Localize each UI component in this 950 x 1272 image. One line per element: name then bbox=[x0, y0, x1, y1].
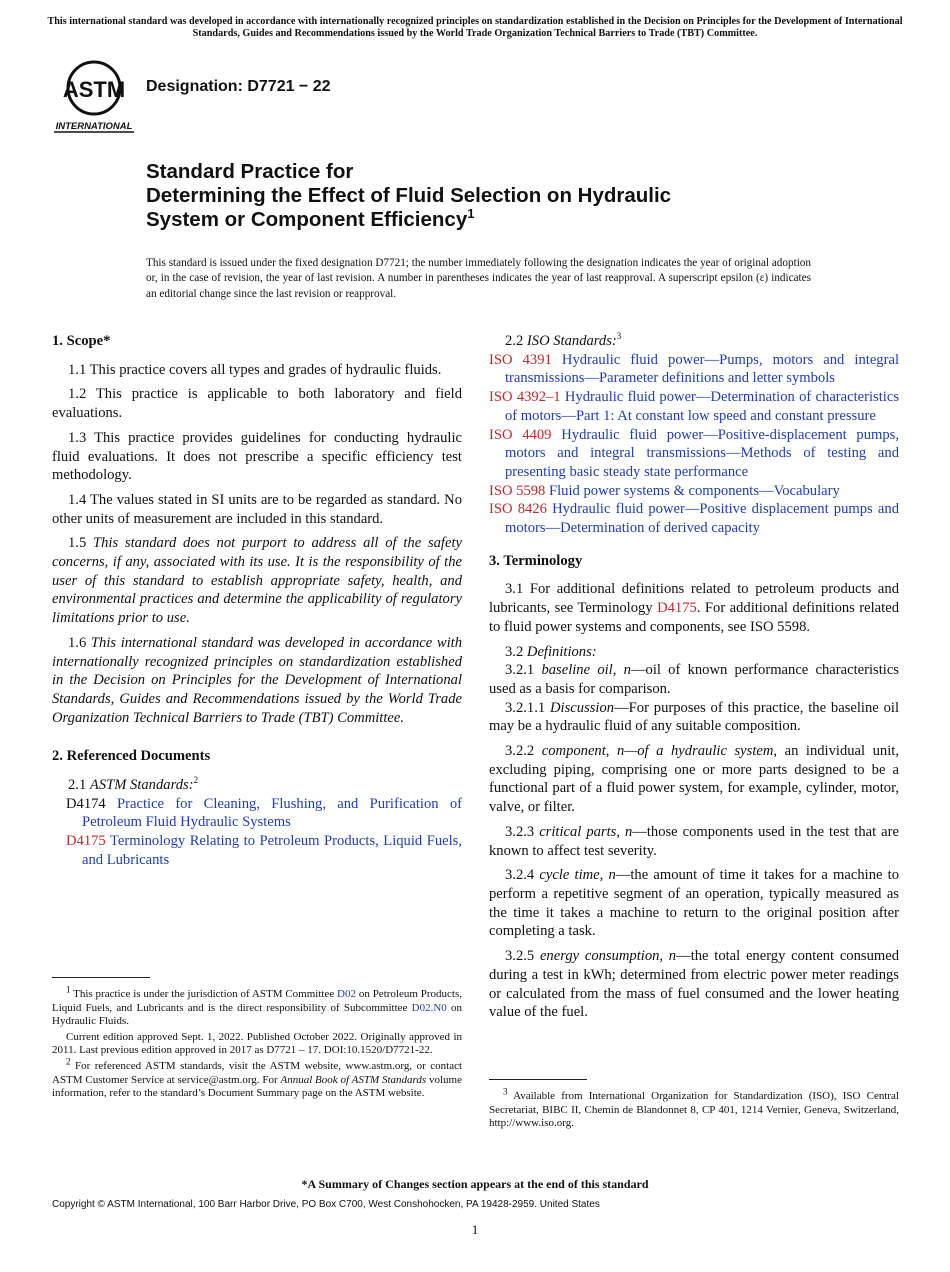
para-1-3: 1.3 This practice provides guidelines for conducting hydraulic fluid evaluations. It does not prescribe a specific efficiency test methodology. bbox=[52, 429, 462, 484]
def-text: —the amount of time it takes for a machine to perform a repetitive segment of an operation, typically measured as the time it takes a machine to return to the original position after completing a task. bbox=[489, 867, 899, 940]
para-1-5 bbox=[52, 534, 462, 628]
def-3-2-4 bbox=[489, 866, 899, 941]
fn-text: on Petroleum Products, Liquid Fuels, and Lubricants and is the direct responsibility of Subcommittee bbox=[52, 988, 462, 1014]
para-text: This international standard was developed in accordance with internationally recognized principles on standardization established in the Decision on Principles for the Development of International Standards, Guides and Recommendations issued by the World Trade Organization Technical Barriers to Trade (TBT) Committee. bbox=[52, 634, 463, 726]
iso-ref-4392 bbox=[489, 388, 899, 425]
para-3-1 bbox=[489, 580, 899, 636]
iso-code-link[interactable]: ISO 4391 bbox=[489, 351, 552, 368]
def-term: component, n—of a hydraulic system bbox=[541, 743, 774, 760]
astm-logo bbox=[52, 58, 136, 134]
def-3-2-1-1 bbox=[489, 699, 899, 736]
def-term: baseline oil, n bbox=[541, 662, 631, 679]
def-number: 3.2.2 bbox=[505, 743, 535, 760]
iso-ref-5598 bbox=[489, 482, 899, 501]
fn-text: For referenced ASTM standards, visit the ASTM website, www.astm.org, or contact ASTM Customer Service at service@astm.org. For bbox=[52, 1059, 463, 1086]
def-3-2-2 bbox=[489, 742, 899, 817]
iso-code-link[interactable]: ISO 8426 bbox=[489, 501, 547, 518]
iso-ref-4409 bbox=[489, 426, 899, 482]
iso-title-link[interactable]: Hydraulic fluid power—Positive-displacement pumps, motors and integral transmissions—Methods of testing and presenting basic steady state performance bbox=[505, 426, 900, 480]
para-1-4: 1.4 The values stated in SI units are to be regarded as standard. No other units of measurement are included in this standard. bbox=[52, 491, 462, 527]
footnote-marker: 1 bbox=[66, 984, 71, 995]
para-number: 3.2 bbox=[505, 643, 524, 660]
footnote-marker: 2 bbox=[66, 1056, 71, 1067]
footnote-rule bbox=[52, 977, 150, 978]
para-label: ISO Standards: bbox=[526, 333, 617, 349]
logo-subtext: INTERNATIONAL bbox=[55, 121, 133, 132]
para-number: 2.2 bbox=[505, 333, 524, 349]
def-term: critical parts, n bbox=[539, 823, 633, 840]
designation: Designation: D7721 − 22 bbox=[146, 78, 331, 95]
iso-code-link[interactable]: ISO 5598 bbox=[489, 482, 546, 499]
title-line-2: Determining the Effect of Fluid Selection on Hydraulic bbox=[146, 184, 672, 207]
fn-text: volume information, refer to the standard’s Document Summary page on the ASTM website. bbox=[52, 1073, 462, 1100]
footnote-marker: 3 bbox=[503, 1086, 508, 1097]
def-number: 3.2.1.1 bbox=[505, 699, 546, 716]
def-text: —those components used in the test that are known to affect test severity. bbox=[489, 823, 899, 859]
para-2-1 bbox=[52, 776, 462, 795]
issue-note: This standard is issued under the fixed designation D7721; the number immediately following the designation indicates the year of original adoption or, in the case of revision, the year of last revision. A number in parentheses indicates the year of last reapproval. A superscript epsilon (ε) indicates an editorial change since the last revision or reapproval. bbox=[146, 257, 811, 300]
title-line-3: System or Component Efficiency bbox=[146, 208, 468, 231]
para-text: 3.1 For additional definitions related to petroleum products and lubricants, see Terminology bbox=[489, 581, 899, 617]
def-text: —the total energy content consumed during a test in kWh; determined from electric power meter readings or calculated from the mass of fuel consumed and the lower heating value of the fuel. bbox=[489, 948, 899, 1021]
def-number: 3.2.1 bbox=[505, 662, 535, 679]
subcommittee-link[interactable]: D02.N0 bbox=[411, 1001, 447, 1014]
iso-code-link[interactable]: ISO 4409 bbox=[489, 426, 552, 443]
footnote-1-edition: Current edition approved Sept. 1, 2022. Published October 2022. Originally approved in 2011. Last previous edition approved in 2017 as D7721 – 17. DOI:10.1520/D7721-22. bbox=[52, 1030, 462, 1057]
footnote-1 bbox=[52, 984, 463, 1029]
logo-text: ASTM bbox=[62, 77, 126, 102]
fn-text-italic: Annual Book of ASTM Standards bbox=[280, 1073, 427, 1086]
ref-d4175 bbox=[66, 832, 462, 869]
iso-ref-8426 bbox=[489, 500, 899, 537]
iso-title-link[interactable]: Hydraulic fluid power—Positive displacement pumps and motors—Determination of derived capacity bbox=[505, 501, 899, 537]
para-3-2 bbox=[489, 643, 899, 662]
page-number: 1 bbox=[471, 1222, 479, 1237]
para-label: Definitions: bbox=[526, 643, 597, 660]
def-text: , an individual unit, excluding piping, comprising one or more parts designed to be a functional part of a fluid power system, for example, cylinder, motor, valve, or filter. bbox=[489, 743, 899, 816]
fn-text: This practice is under the jurisdiction of ASTM Committee bbox=[73, 988, 338, 1000]
footnote-ref[interactable]: 2 bbox=[193, 775, 199, 786]
scope-heading: 1. Scope* bbox=[52, 333, 111, 349]
para-1-6 bbox=[52, 634, 462, 728]
footnote-rule-right bbox=[489, 1079, 587, 1080]
committee-link[interactable]: D02 bbox=[337, 988, 356, 1000]
title-footnote-ref[interactable]: 1 bbox=[467, 206, 475, 222]
def-3-2-5 bbox=[489, 947, 899, 1022]
ref-title-link[interactable]: Practice for Cleaning, Flushing, and Purification of Petroleum Fluid Hydraulic Systems bbox=[82, 795, 462, 831]
para-text: This standard does not purport to address all of the safety concerns, if any, associated with its use. It is the responsibility of the user of this standard to establish appropriate safety, health, and environmental practices and determine the applicability of regulatory limitations prior to use. bbox=[52, 535, 462, 627]
top-notice: This international standard was developed in accordance with internationally recognized principles on standardization established in the Decision on Principles for the Development of International Standards, Guides and Recommendations issued by the World Trade Organization Technical Barriers to Trade (TBT) Committee. bbox=[47, 16, 903, 39]
iso-title-link[interactable]: Fluid power systems & components—Vocabulary bbox=[549, 482, 840, 499]
title-line-1: Standard Practice for bbox=[146, 160, 354, 183]
footnotes-left bbox=[52, 984, 463, 1103]
footnote-ref[interactable]: 3 bbox=[616, 331, 622, 342]
para-number: 1.5 bbox=[68, 535, 87, 552]
para-text: . For additional definitions related to fluid power systems and components, see ISO 5598. bbox=[489, 600, 899, 635]
iso-title-link[interactable]: Hydraulic fluid power—Pumps, motors and integral transmissions—Parameter definitions and letter symbols bbox=[505, 351, 899, 387]
def-number: 3.2.4 bbox=[505, 867, 535, 884]
right-column bbox=[489, 332, 899, 1028]
def-3-2-3 bbox=[489, 823, 899, 860]
para-number: 1.6 bbox=[68, 634, 87, 651]
def-number: 3.2.5 bbox=[505, 948, 535, 965]
copyright: Copyright © ASTM International, 100 Barr Harbor Drive, PO Box C700, West Conshohocken, PA 19428-2959. United States bbox=[52, 1199, 600, 1210]
summary-of-changes-note: *A Summary of Changes section appears at the end of this standard bbox=[301, 1177, 649, 1191]
astm-logo-icon bbox=[52, 58, 136, 134]
def-number: 3.2.3 bbox=[505, 823, 535, 840]
def-term: Discussion bbox=[550, 699, 615, 716]
footnote-3-text bbox=[489, 1086, 899, 1131]
fn-text: Available from International Organization for Standardization (ISO), ISO Central Secretariat, BIBC II, Chemin de Blandonnet 8, CP 401, 1214 Vernier, Geneva, Switzerland, http://www.iso.org. bbox=[489, 1090, 899, 1130]
footnote-3 bbox=[489, 1086, 899, 1133]
para-2-2 bbox=[489, 332, 899, 351]
iso-ref-4391 bbox=[489, 351, 899, 388]
ref-d4174 bbox=[66, 795, 462, 832]
def-term: cycle time, n bbox=[539, 867, 616, 884]
para-1-2: 1.2 This practice is applicable to both laboratory and field evaluations. bbox=[52, 386, 462, 422]
def-text: —oil of known performance characteristics used as a basis for comparison. bbox=[489, 662, 899, 697]
footnote-2 bbox=[52, 1056, 463, 1101]
document-title bbox=[146, 160, 846, 232]
iso-code-link[interactable]: ISO 4392–1 bbox=[489, 389, 561, 406]
para-1-1: 1.1 This practice covers all types and grades of hydraulic fluids. bbox=[68, 361, 442, 378]
left-column bbox=[52, 332, 462, 870]
def-3-2-1 bbox=[489, 661, 899, 698]
ref-code: D4174 bbox=[66, 795, 106, 812]
iso-title-link[interactable]: Hydraulic fluid power—Determination of characteristics of motors—Part 1: At constant low speed and constant pressure bbox=[505, 389, 900, 424]
def-text: —For purposes of this practice, the baseline oil may be a hydraulic fluid of any suitable composition. bbox=[489, 699, 900, 735]
d4175-link[interactable]: D4175 bbox=[657, 600, 697, 617]
refdocs-heading: 2. Referenced Documents bbox=[52, 748, 211, 765]
def-term: energy consumption, n bbox=[539, 948, 677, 965]
terminology-heading: 3. Terminology bbox=[489, 552, 583, 569]
ref-title-link[interactable]: Terminology Relating to Petroleum Products, Liquid Fuels, and Lubricants bbox=[82, 833, 463, 868]
para-number: 2.1 bbox=[68, 777, 87, 794]
para-label: ASTM Standards: bbox=[89, 777, 194, 794]
ref-code-link[interactable]: D4175 bbox=[66, 833, 106, 850]
fn-text: on Hydraulic Fluids. bbox=[52, 1001, 463, 1028]
